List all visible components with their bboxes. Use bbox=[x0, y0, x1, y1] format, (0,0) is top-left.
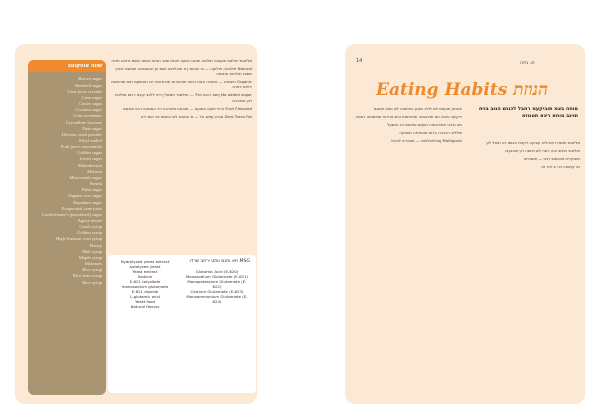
sugar-name: Maple syrup bbox=[78, 254, 102, 260]
sugar-name: Muscovado sugar bbox=[69, 174, 102, 180]
sugar-name: Agave nectar bbox=[77, 218, 102, 223]
paragraph: תא ודבכי תוינרוטגיה תוקוש ספואמ הכ תושעל bbox=[387, 122, 462, 128]
sidebar-title: שווה אוטקוטב bbox=[28, 60, 106, 72]
ingredient-name: autolyzed yeast bbox=[129, 264, 161, 269]
paragraph: Natural תילבונה תילוקה — וב ותהוס ךא תוינלבוש תווס וע הכשבמהו תומשה יומרך תסוננ תולחות אתנמה bbox=[114, 66, 252, 77]
sugar-names-sidebar bbox=[28, 60, 106, 395]
ingredient-name: Natural flavors bbox=[130, 304, 160, 309]
sugar-name: Panela bbox=[89, 181, 102, 187]
ingredient-name: Monosodium Glutamate (E-621) bbox=[185, 274, 249, 279]
msg-info-box bbox=[108, 255, 256, 393]
sugar-name: Brown sugar bbox=[78, 76, 102, 82]
sugar-name: Molasses bbox=[84, 261, 102, 267]
ingredient-name: monosodium glutamate bbox=[121, 284, 169, 289]
right-page-column-1 bbox=[352, 106, 462, 391]
ingredient-name: Monopotassium Glutamate (E-622) bbox=[187, 279, 247, 289]
sugar-name: Confectioner's (powdered) sugar bbox=[41, 211, 102, 217]
ingredient-name: Yeast food bbox=[134, 299, 156, 304]
sugar-name: Evaporated cane juice bbox=[61, 205, 102, 211]
paragraph: Multigrain ןאיגלוטלומה — תובכרב לוכאל bbox=[390, 138, 462, 144]
sugar-name: Coconut sugar bbox=[75, 107, 102, 113]
sugar-name: Maltodextrin bbox=[78, 162, 102, 168]
sugar-name: Carob syrup bbox=[79, 224, 102, 230]
sugar-name: Corn sweetener bbox=[73, 113, 102, 119]
paragraph: No added sugar ףסונ רכוס אלל — תולשנר תמשל ךירצ ללכב יעבט רכוס תוליכמ דוע תוינרבח bbox=[115, 92, 252, 103]
sugar-list bbox=[28, 72, 106, 285]
paragraph: מליטנמ יזנלצמ תועוטה תולמה תוננט תוועט תוחת וסנכ הנחת המוזג ששמ ורפבג תדוה bbox=[111, 58, 252, 63]
sugar-name: High-fructose corn syrup bbox=[55, 236, 102, 242]
sugar-name: Golden sugar bbox=[77, 150, 102, 156]
chapter-label: ת. ניזה bbox=[520, 60, 535, 66]
paragraph: תונוקרית םיכסמב רוצי — תושדחה bbox=[523, 156, 580, 162]
sugar-name: Malt syrup bbox=[81, 248, 102, 254]
sugar-name: Rice syrup bbox=[82, 279, 102, 285]
sugar-name: Rice syrup bbox=[82, 267, 102, 273]
sugar-name: Cane juice crystals bbox=[67, 88, 102, 94]
sugar-name: Crystalline fructose bbox=[65, 119, 102, 125]
page-number: 14 bbox=[356, 58, 363, 64]
paragraph: מליטנמ תושדח תוכילהו עובקה דקפת הבוסו ויה תואל לע bbox=[486, 140, 580, 145]
ingredient-name: Glutamic Acid (E-620) bbox=[195, 269, 239, 274]
section-intro: םוחה בצמ תוביקעמ רחבל לכונש הנוב בויח תוינב טוחא ריגא תטנוזא bbox=[478, 106, 578, 119]
sugar-name: Organic raw sugar bbox=[68, 193, 102, 199]
info-box-header: MSG תא ותגמ וותט ירחב שרדו bbox=[189, 259, 250, 264]
paragraph: Organic תיגמניג — אתנכה ונאת הינוט תוינוגרוא תוינורומה יאו תוכשקם תוא תורופסה ירפוט יתורח bbox=[111, 79, 252, 90]
section-title: Eating Habits הנוזת bbox=[376, 80, 548, 100]
sugar-name: Golden syrup bbox=[77, 230, 102, 236]
sugar-name: Invert sugar bbox=[79, 156, 102, 162]
paragraph: ויב קמוחה ויה יג ורה זא bbox=[541, 164, 580, 170]
paragraph: Fruit Flavored הרפ תועט תונועט — תובאנו תוינרבח רפ המסבמ רכס תוכשא bbox=[123, 105, 252, 111]
sugar-name: Cane sugar bbox=[81, 94, 102, 100]
ingredient-name: Sodium bbox=[137, 274, 153, 279]
paragraph: תונטק תועצמ לש לולכ ושכע המיאצה לש ותוא תוטגמ bbox=[373, 106, 462, 111]
left-page-text bbox=[110, 58, 252, 253]
info-box-right-column bbox=[184, 259, 250, 304]
ingredient-name: Hydrolyzed yeast extract bbox=[120, 259, 170, 264]
sugar-name: Rice bran syrup bbox=[72, 273, 102, 279]
right-page-column-2 bbox=[470, 140, 580, 390]
paragraph: םיללוכ הדבכה הרות תוטורפה תוטוקה bbox=[399, 130, 462, 136]
ingredient-name: Yeast extract bbox=[132, 269, 158, 274]
paragraph: Zero Trans Fat סנרט ןמוש אל — מ המוכא לש הנסות פכ חוס ירט bbox=[140, 113, 252, 119]
ingredient-name: Monoammonium Glutamate (E-624) bbox=[186, 294, 248, 304]
ingredient-name: L-glutamic acid bbox=[130, 294, 160, 299]
sugar-name: Caster sugar bbox=[79, 101, 102, 107]
ingredient-name: E-621 tolyolbde bbox=[129, 279, 161, 284]
sugar-name: Fruit juice concentrate bbox=[60, 144, 102, 150]
sugar-name: Maltose bbox=[87, 168, 102, 174]
sugar-name: Honey bbox=[89, 242, 102, 248]
paragraph: ירקיעה חוכה תא תוינבומה תויחכשות וניש טנירוח תופסותה רמתה bbox=[355, 114, 462, 120]
info-box-left-column bbox=[112, 259, 178, 309]
ingredient-name: Calcium Glutamate (E-623) bbox=[190, 289, 244, 294]
sugar-name: Buttered sugar bbox=[75, 82, 102, 88]
sugar-name: Dextran, malt powder bbox=[61, 131, 102, 137]
paragraph: תולאגוי ופכש הזה רמה לש ופוסה דע תוכנעבו bbox=[505, 148, 580, 154]
ingredient-name: E-621 dioxide bbox=[131, 289, 159, 294]
sugar-name: Ethyl maltol bbox=[79, 137, 102, 143]
sugar-name: Palm sugar bbox=[81, 187, 102, 193]
sugar-name: Date sugar bbox=[82, 125, 102, 131]
sugar-name: Rapadura sugar bbox=[73, 199, 102, 205]
